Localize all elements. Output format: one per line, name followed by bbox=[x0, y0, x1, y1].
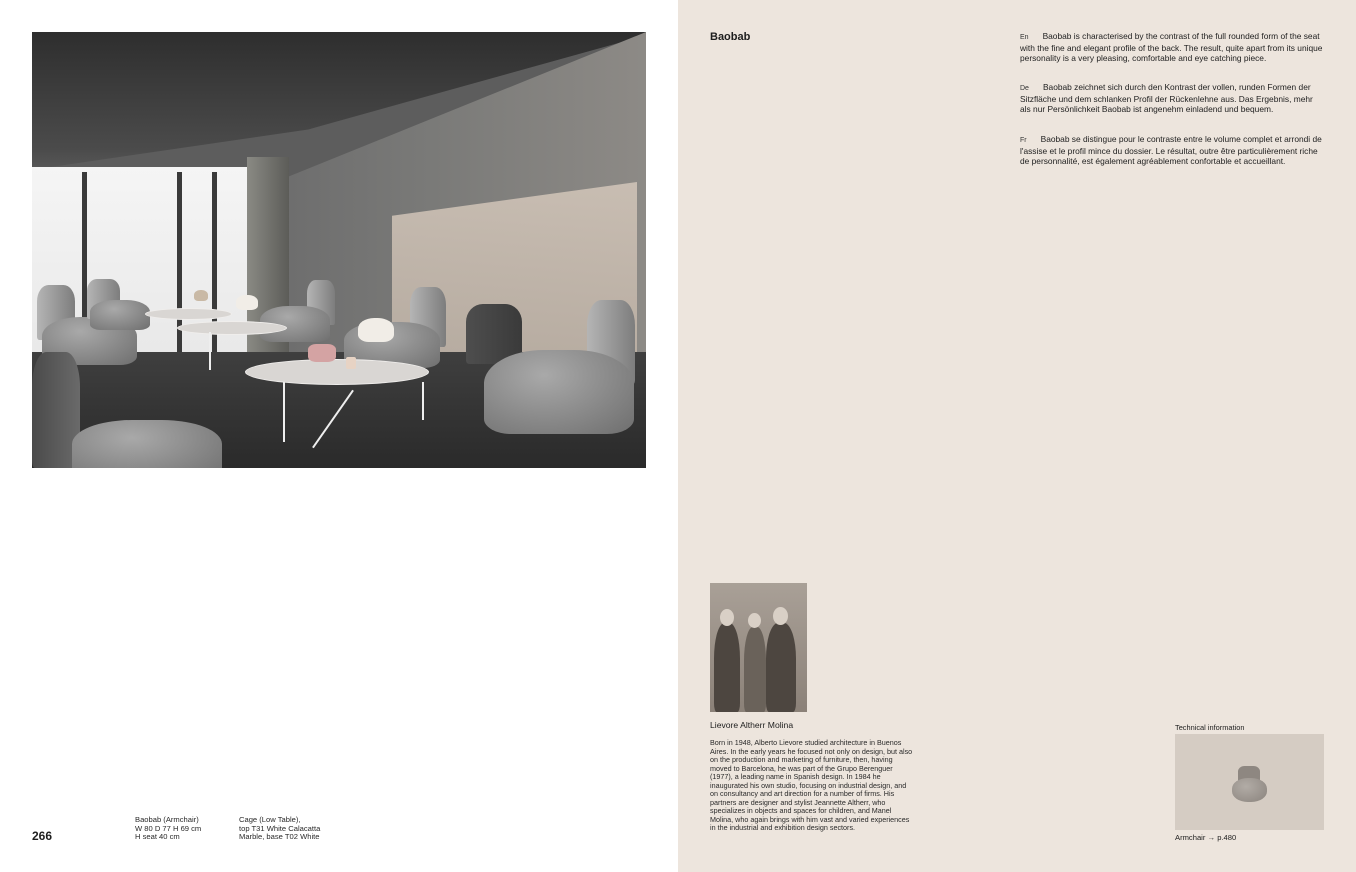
technical-info-label: Technical information bbox=[1175, 723, 1245, 732]
page-number: 266 bbox=[32, 829, 53, 843]
photo-cup bbox=[346, 357, 356, 369]
photo-figure bbox=[714, 623, 740, 712]
photo-table-leg bbox=[422, 382, 424, 420]
armchair-page-reference: Armchair → p.480 bbox=[1175, 833, 1237, 842]
description-text: Baobab is characterised by the contrast of the full rounded form of the seat with the fine and elegant profile of the back. The result, quite apart from its unique personality is a very pleasing, comfortable and eye catching piece. bbox=[1020, 31, 1323, 64]
armchair-thumbnail-seat bbox=[1232, 778, 1267, 802]
low-table-caption: Cage (Low Table), top T31 White Calacatta Marble, base T02 White bbox=[239, 815, 321, 842]
photo-lamp bbox=[358, 318, 394, 342]
description-de bbox=[1020, 82, 1324, 115]
description-fr bbox=[1020, 134, 1324, 167]
photo-side-table bbox=[177, 321, 287, 335]
photo-pink-pot bbox=[308, 344, 336, 362]
photo-lamp bbox=[236, 295, 258, 310]
armchair-thumbnail bbox=[1232, 766, 1267, 802]
designer-photo bbox=[710, 583, 807, 712]
photo-side-table bbox=[145, 308, 232, 320]
photo-armchair bbox=[90, 300, 150, 330]
right-page bbox=[678, 0, 1356, 872]
description-text: Baobab se distingue pour le contraste entre le volume complet et arrondi de l'assise et le profil mince du dossier. Le résultat, outre être particulièrement riche de personnalité, est également agréablement confortable et accueillant. bbox=[1020, 134, 1322, 167]
photo-cage-table bbox=[245, 359, 429, 385]
designer-name: Lievore Altherr Molina bbox=[710, 720, 794, 730]
photo-figure bbox=[744, 627, 766, 712]
photo-table-leg bbox=[209, 332, 211, 370]
description-en bbox=[1020, 31, 1324, 64]
language-label: De bbox=[1020, 85, 1029, 92]
product-title: Baobab bbox=[710, 31, 751, 43]
photo-figure-head bbox=[748, 613, 761, 628]
description-text: Baobab zeichnet sich durch den Kontrast der vollen, runden Formen der Sitzfläche und dem schlanken Profil der Rückenlehne aus. Das Ergebnis, mehr als nur Persönlichkeit Baobab ist angenehm einladend und bequem. bbox=[1020, 82, 1313, 115]
designer-bio: Born in 1948, Alberto Lievore studied architecture in Buenos Aires. In the early years he focused not only on design, but also on the production and marketing of furniture, then, having moved to Barcelona, he was part of the Grupo Berenguer (1977), a leading name in Spanish design. In 1984 he inaugurated his own studio, focusing on industrial design, and on consultancy and art direction for a number of firms. His partners are designer and stylist Jeannette Altherr, who specializes in objects and spaces for children, and Manel Molina, who again brings with him vast and varied experiences in the industrial and exhibition design sectors. bbox=[710, 738, 913, 833]
armchair-caption: Baobab (Armchair) W 80 D 77 H 69 cm H seat 40 cm bbox=[135, 815, 202, 842]
language-label: Fr bbox=[1020, 137, 1027, 144]
photo-armchair bbox=[484, 350, 634, 434]
photo-lamp bbox=[194, 290, 208, 301]
photo-table-leg bbox=[283, 382, 285, 442]
photo-figure-head bbox=[773, 607, 788, 625]
interior-photo bbox=[32, 32, 646, 468]
photo-figure-head bbox=[720, 609, 734, 626]
technical-info-thumbnail bbox=[1175, 734, 1324, 830]
photo-figure bbox=[766, 623, 796, 712]
photo-armchair bbox=[72, 420, 222, 468]
language-label: En bbox=[1020, 34, 1029, 41]
